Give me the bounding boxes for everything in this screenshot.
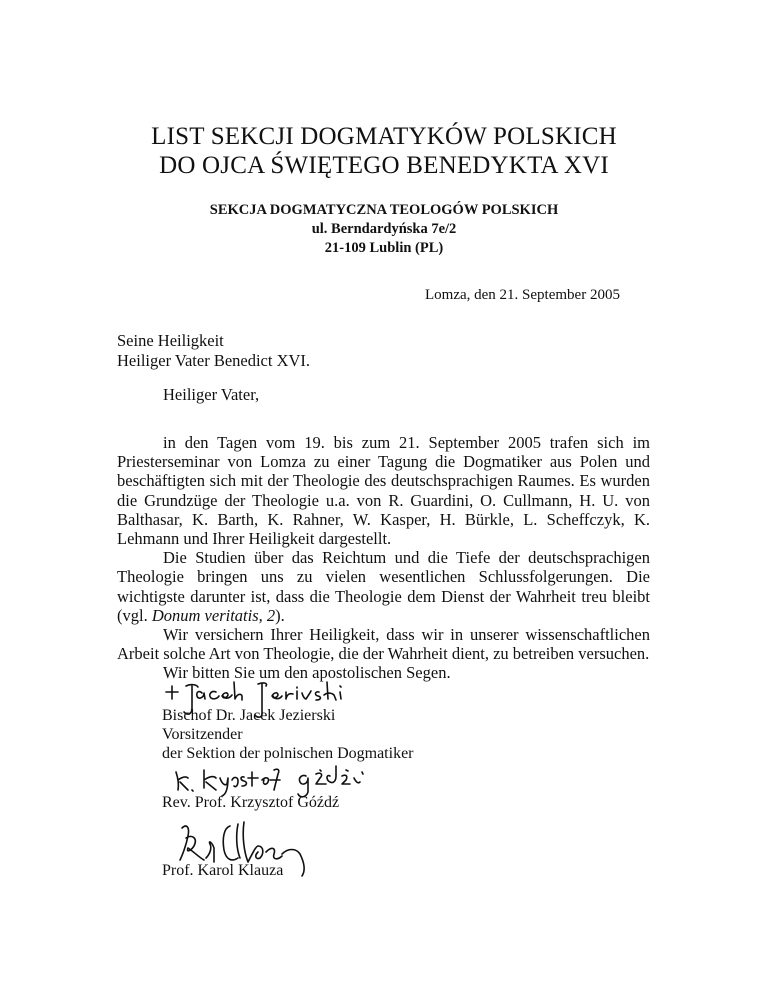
letter-body <box>117 433 650 683</box>
signatory-1 <box>162 706 414 763</box>
paragraph-1: in den Tagen vom 19. bis zum 21. September 2005 trafen sich im Priesterseminar von Lomza zu einer Tagung die Dogmatiker aus Polen und beschäftigten sich mit der Theologie des deutschsprachigen Raumes. Es wurden die Grundzüge der Theologie u.a. von R. Guardini, O. Cullmann, H. U. von Balthasar, K. Barth, K. Rahner, W. Kasper, H. Bürkle, L. Scheffczyk, K. Lehmann und Ihrer Heiligkeit dargestellt. <box>117 433 650 549</box>
addressee-line-1: Seine Heiligkeit <box>117 331 224 350</box>
signatory-2-name: Rev. Prof. Krzysztof Góźdź <box>162 794 340 811</box>
signatory-2 <box>162 793 339 812</box>
addressee <box>117 331 310 371</box>
paragraph-3: Wir versichern Ihrer Heiligkeit, dass wir in unserer wissenschaftlichen Arbeit solche Art von Theologie, die der Wahrheit dient, zu betreiben versuchen. <box>117 625 650 664</box>
letter-date: Lomza, den 21. September 2005 <box>425 287 620 303</box>
letterhead-city: 21-109 Lublin (PL) <box>324 240 444 256</box>
signatory-1-name: Bischof Dr. Jacek Jezierski <box>162 707 336 724</box>
document-title <box>0 122 768 180</box>
signatory-1-role: Vorsitzender <box>162 726 243 743</box>
addressee-line-2: Heiliger Vater Benedict XVI. <box>117 351 311 370</box>
paragraph-2 <box>117 548 650 625</box>
signatory-3-name: Prof. Karol Klauza <box>162 862 284 879</box>
salutation: Heiliger Vater, <box>163 385 260 404</box>
signatory-3 <box>162 861 283 880</box>
title-line-1: LIST SEKCJI DOGMATYKÓW POLSKICH <box>151 123 617 150</box>
citation: Donum veritatis, 2 <box>151 605 276 625</box>
paragraph-4: Wir bitten Sie um den apostolischen Segen. <box>163 663 451 683</box>
signatory-1-organization: der Sektion der polnischen Dogmatiker <box>162 745 414 762</box>
letterhead-street: ul. Berndardyńska 7e/2 <box>311 221 457 237</box>
letterhead <box>0 201 768 258</box>
letterhead-name: SEKCJA DOGMATYCZNA TEOLOGÓW POLSKICH <box>209 202 559 218</box>
paragraph-2-end: ). <box>275 605 285 625</box>
paragraph-2-text: Die Studien über das Reichtum und die Tiefe der deutschsprachigen Theologie bringen uns zu vielen wesentlichen Schlussfolgerungen. Die wichtigste darunter ist, dass die Theologie dem Dienst der Wahrheit treu bleibt (vgl. <box>117 548 650 625</box>
title-line-2: DO OJCA ŚWIĘTEGO BENEDYKTA XVI <box>159 152 609 179</box>
